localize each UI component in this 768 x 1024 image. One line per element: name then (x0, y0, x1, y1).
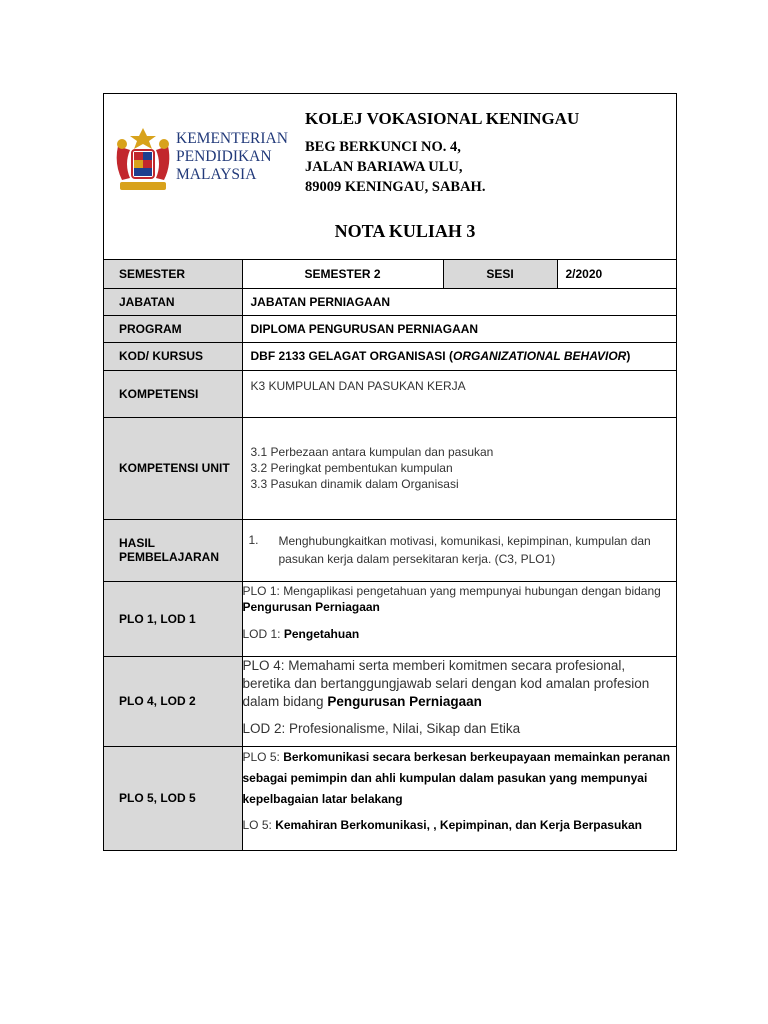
table-row (104, 656, 676, 746)
ministry-logo (112, 126, 288, 196)
sesi-label: SESI (443, 260, 557, 288)
plo1-text: PLO 1: Mengaplikasi pengetahuan yang mempunyai hubungan dengan bidang (242, 583, 661, 598)
table-row (104, 370, 676, 417)
kod-kursus-suffix: ) (626, 349, 631, 363)
plo5-content (242, 746, 676, 850)
plo1-content (242, 581, 676, 656)
plo4-content (242, 656, 676, 746)
table-row (104, 746, 676, 850)
hasil-pembelajaran-label: HASIL PEMBELAJARAN (104, 519, 242, 581)
list-item: 3.3 Pasukan dinamik dalam Organisasi (250, 477, 459, 491)
table-row (104, 288, 676, 315)
document-title: NOTA KULIAH 3 (334, 221, 476, 241)
lecture-note-document (103, 93, 677, 851)
program-label: PROGRAM (104, 315, 242, 342)
address-line-1: BEG BERKUNCI NO. 4, (305, 139, 461, 155)
table-row (104, 342, 676, 370)
ministry-line-2: PENDIDIKAN (176, 148, 272, 165)
lod2-statement: LOD 2: Profesionalisme, Nilai, Sikap dan Etika (242, 720, 521, 736)
kod-kursus-value (242, 342, 676, 370)
ministry-line-1: KEMENTERIAN (176, 130, 288, 147)
lod1-bold: Pengetahuan (283, 626, 360, 641)
address-line-3: 89009 KENINGAU, SABAH. (305, 179, 486, 195)
plo5-statement (243, 747, 677, 810)
kod-kursus-prefix: DBF 2133 GELAGAT ORGANISASI ( (250, 349, 453, 363)
lo5-statement (243, 818, 677, 832)
coat-of-arms-icon (112, 126, 174, 196)
lod1-statement (243, 627, 677, 641)
plo4-statement (243, 657, 677, 711)
ministry-line-3: MALAYSIA (176, 166, 257, 183)
table-row (104, 315, 676, 342)
table-row (104, 417, 676, 519)
table-row (104, 260, 676, 288)
plo5-prefix: PLO 5: (242, 749, 284, 764)
ministry-name (176, 130, 288, 184)
semester-label: SEMESTER (104, 260, 242, 288)
plo1-bold: Pengurusan Perniagaan (242, 599, 380, 614)
program-value: DIPLOMA PENGURUSAN PERNIAGAAN (242, 315, 676, 342)
kompetensi-unit-list (242, 417, 676, 519)
address-line-2: JALAN BARIAWA ULU, (305, 159, 463, 175)
plo4-label: PLO 4, LOD 2 (104, 656, 242, 746)
kod-kursus-italic: ORGANIZATIONAL BEHAVIOR (452, 349, 627, 363)
outcome-number: 1. (248, 533, 259, 547)
plo5-bold: Berkomunikasi secara berkesan berkeupayaan memainkan peranan sebagai pemimpin dan ahli kumpulan dalam pasukan yang mempunyai kepelbagaian latar belakang (242, 749, 671, 806)
kompetensi-unit-label: KOMPETENSI UNIT (104, 417, 242, 519)
kompetensi-label: KOMPETENSI (104, 370, 242, 417)
course-info-table (104, 260, 676, 850)
list-item: 3.1 Perbezaan antara kumpulan dan pasukan (250, 445, 494, 459)
outcome-text: Menghubungkaitkan motivasi, komunikasi, kepimpinan, kumpulan dan pasukan kerja dalam persekitaran kerja. (C3, PLO1) (278, 534, 651, 566)
sesi-value: 2/2020 (557, 260, 676, 288)
plo4-text: PLO 4: Memahami serta memberi komitmen secara profesional, beretika dan bertanggungjawab selari dengan kod amalan profesion dalam bidang (242, 657, 650, 709)
jabatan-label: JABATAN (104, 288, 242, 315)
list-item: 3.2 Peringkat pembentukan kumpulan (250, 461, 453, 475)
hasil-pembelajaran-value (242, 519, 676, 581)
plo1-label: PLO 1, LOD 1 (104, 581, 242, 656)
plo5-label: PLO 5, LOD 5 (104, 746, 242, 850)
plo1-statement (243, 583, 677, 615)
plo4-bold: Pengurusan Perniagaan (327, 693, 482, 709)
document-header (104, 94, 676, 260)
jabatan-value: JABATAN PERNIAGAAN (242, 288, 676, 315)
college-info (305, 109, 579, 197)
table-row (104, 519, 676, 581)
college-name: KOLEJ VOKASIONAL KENINGAU (305, 109, 580, 128)
lo5-bold: Kemahiran Berkomunikasi, , Kepimpinan, dan Kerja Berpasukan (275, 817, 642, 832)
semester-value: SEMESTER 2 (242, 260, 443, 288)
kompetensi-value: K3 KUMPULAN DAN PASUKAN KERJA (242, 370, 676, 417)
table-row (104, 581, 676, 656)
kod-kursus-label: KOD/ KURSUS (104, 342, 242, 370)
lod1-prefix: LOD 1: (242, 626, 284, 641)
lo5-prefix: LO 5: (242, 817, 276, 832)
